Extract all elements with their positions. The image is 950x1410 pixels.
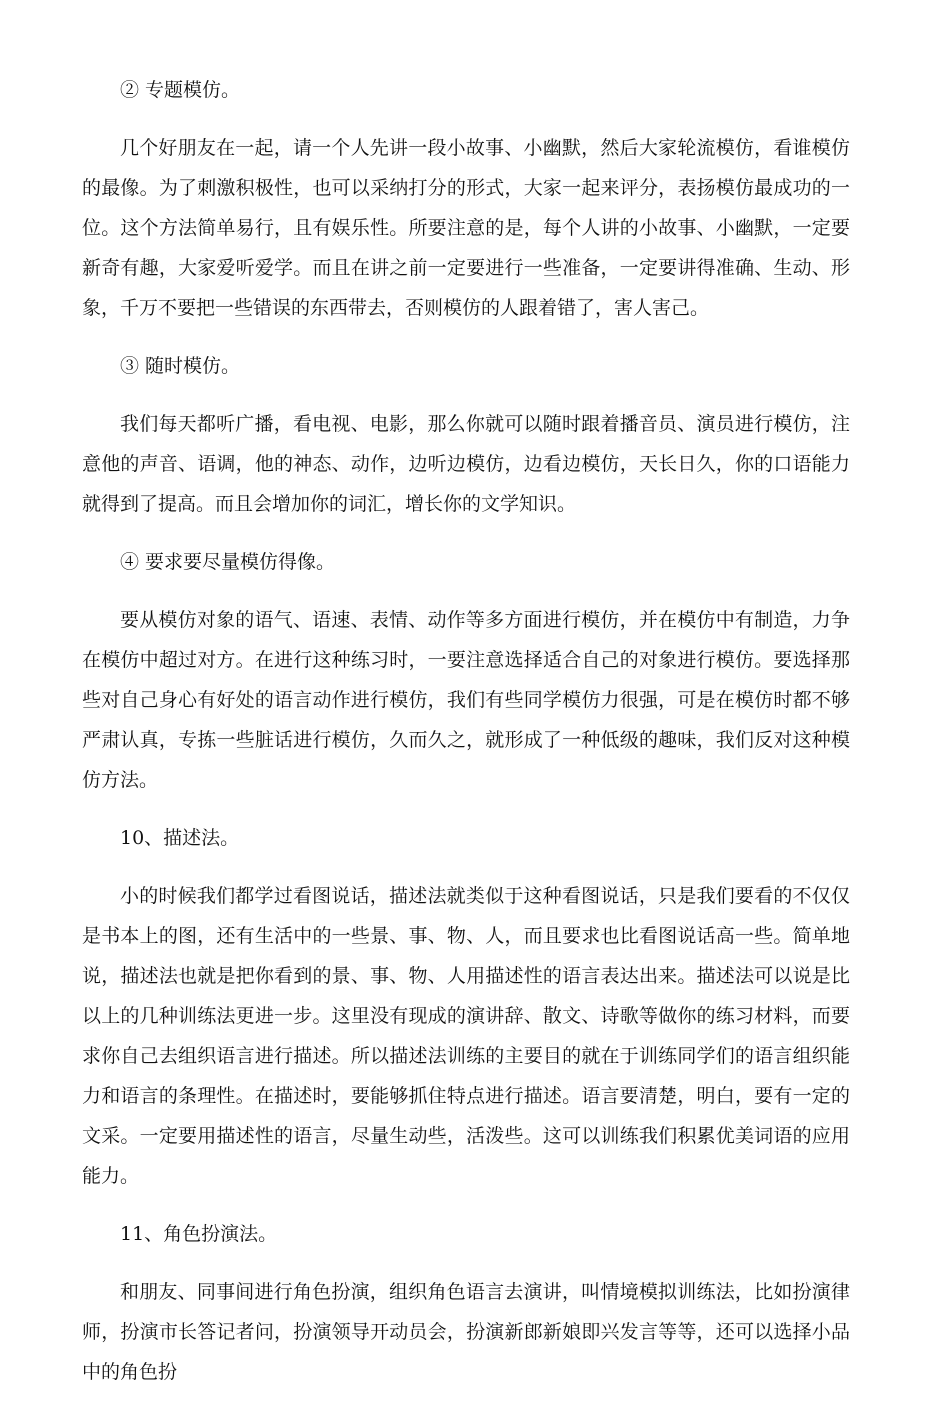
heading-description-method: 10、描述法。 [120,827,240,849]
heading-imitate-closely: ④ 要求要尽量模仿得像。 [120,551,336,573]
paragraph-role-play-method: 和朋友、同事间进行角色扮演，组织角色语言去演讲，叫情境模拟训练法，比如扮演律师，扮演市长答记者问，扮演领导开动员会，扮演新郎新娘即兴发言等等，还可以选择小品中的角色扮 [82,1281,850,1383]
heading-role-play-method: 11、角色扮演法。 [120,1223,278,1245]
paragraph-anytime-imitation: 我们每天都听广播，看电视、电影，那么你就可以随时跟着播音员、演员进行模仿，注意他的声音、语调，他的神态、动作，边听边模仿，边看边模仿，天长日久，你的口语能力就得到了提高。而且会增加你的词汇，增长你的文学知识。 [82,413,850,515]
document-page [82,70,850,1410]
paragraph-imitate-closely: 要从模仿对象的语气、语速、表情、动作等多方面进行模仿，并在模仿中有制造，力争在模仿中超过对方。在进行这种练习时，一要注意选择适合自己的对象进行模仿。要选择那些对自己身心有好处的语言动作进行模仿，我们有些同学模仿力很强，可是在模仿时都不够严肃认真，专拣一些脏话进行模仿，久而久之，就形成了一种低级的趣味，我们反对这种模仿方法。 [82,609,850,791]
heading-anytime-imitation: ③ 随时模仿。 [120,355,241,377]
paragraph-description-method: 小的时候我们都学过看图说话，描述法就类似于这种看图说话，只是我们要看的不仅仅是书本上的图，还有生活中的一些景、事、物、人，而且要求也比看图说话高一些。简单地说，描述法也就是把你看到的景、事、物、人用描述性的语言表达出来。描述法可以说是比以上的几种训练法更进一步。这里没有现成的演讲辞、散文、诗歌等做你的练习材料，而要求你自己去组织语言进行描述。所以描述法训练的主要目的就在于训练同学们的语言组织能力和语言的条理性。在描述时，要能够抓住特点进行描述。语言要清楚，明白，要有一定的文采。一定要用描述性的语言，尽量生动些，活泼些。这可以训练我们积累优美词语的应用能力。 [82,885,850,1187]
heading-topic-imitation: ② 专题模仿。 [120,79,241,101]
paragraph-topic-imitation: 几个好朋友在一起，请一个人先讲一段小故事、小幽默，然后大家轮流模仿，看谁模仿的最像。为了刺激积极性，也可以采纳打分的形式，大家一起来评分，表扬模仿最成功的一位。这个方法简单易行，且有娱乐性。所要注意的是，每个人讲的小故事、小幽默，一定要新奇有趣，大家爱听爱学。而且在讲之前一定要进行一些准备，一定要讲得准确、生动、形象，千万不要把一些错误的东西带去，否则模仿的人跟着错了，害人害己。 [82,137,850,319]
